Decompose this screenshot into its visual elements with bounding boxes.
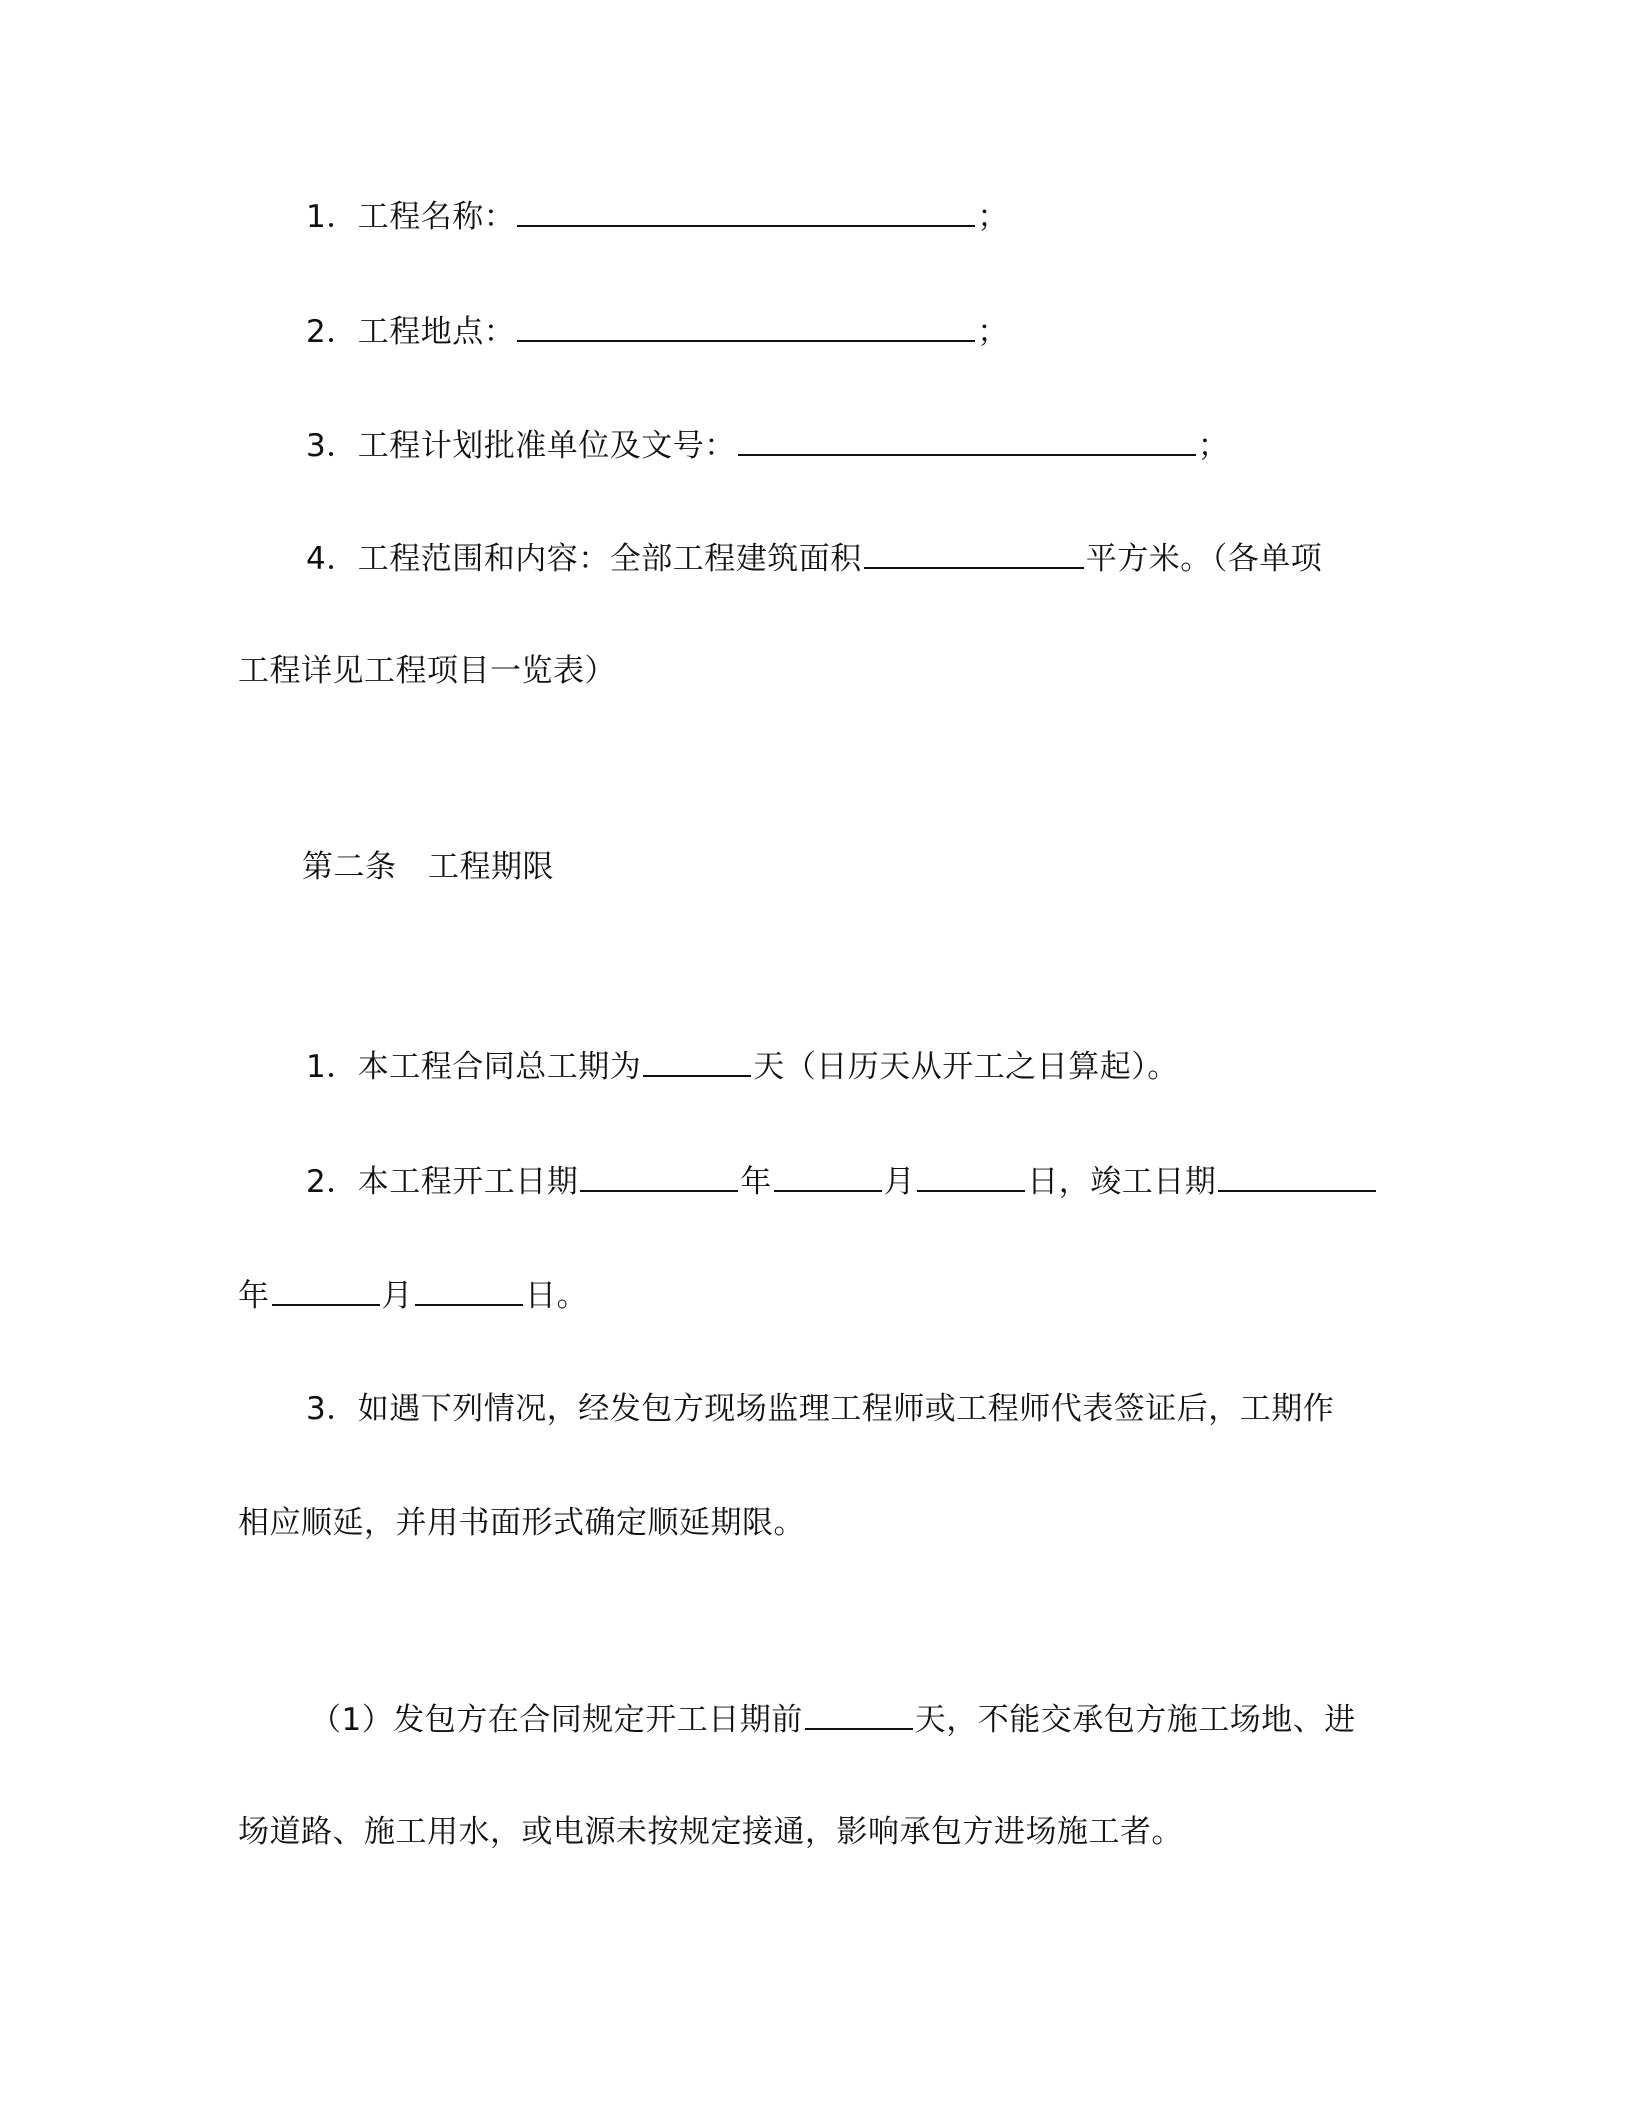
completion-date-continuation <box>238 1274 588 1316</box>
start-year-blank <box>580 1160 738 1192</box>
item-project-scope <box>306 537 1322 579</box>
total-duration-label: 1．本工程合同总工期为 <box>306 1049 642 1085</box>
project-location-label: 2．工程地点： <box>306 314 516 350</box>
building-area-blank <box>864 537 1084 569</box>
approval-unit-suffix: ； <box>1197 428 1230 464</box>
item-project-name <box>306 195 1009 237</box>
project-name-suffix: ； <box>977 199 1009 235</box>
item-start-date <box>306 1160 1378 1202</box>
total-duration-suffix: 天（日历天从开工之日算起）。 <box>753 1049 1179 1085</box>
total-days-blank <box>643 1045 751 1077</box>
project-name-blank <box>517 195 975 227</box>
completion-year-unit: 年 <box>238 1278 270 1314</box>
item-total-duration <box>306 1045 1179 1087</box>
approval-unit-label: 3．工程计划批准单位及文号： <box>306 428 736 464</box>
start-day-blank <box>917 1160 1025 1192</box>
sub-item-site-handover <box>310 1698 1356 1740</box>
section-heading-duration: 第二条 工程期限 <box>302 849 554 885</box>
project-location-blank <box>517 310 975 342</box>
project-scope-continuation: 工程详见工程项目一览表） <box>238 653 616 689</box>
item-approval-unit <box>306 424 1229 466</box>
item-project-location <box>306 310 1009 352</box>
site-handover-continuation: 场道路、施工用水，或电源未按规定接通，影响承包方进场施工者。 <box>238 1814 1183 1850</box>
project-name-label: 1．工程名称： <box>306 199 516 235</box>
project-location-suffix: ； <box>977 314 1009 350</box>
completion-year-blank <box>1218 1160 1376 1192</box>
completion-month-blank <box>272 1274 380 1306</box>
start-year-unit: 年 <box>740 1164 772 1200</box>
completion-day-unit: 日。 <box>525 1278 588 1314</box>
site-handover-label: （1）发包方在合同规定开工日期前 <box>310 1702 803 1738</box>
start-month-unit: 月 <box>883 1164 916 1200</box>
completion-day-blank <box>415 1274 523 1306</box>
start-month-blank <box>774 1160 882 1192</box>
handover-days-blank <box>805 1698 913 1730</box>
completion-date-label: 日，竣工日期 <box>1027 1164 1217 1200</box>
item-extension-conditions: 3．如遇下列情况，经发包方现场监理工程师或工程师代表签证后，工期作 <box>306 1391 1335 1427</box>
site-handover-suffix: 天，不能交承包方施工场地、进 <box>914 1702 1356 1738</box>
completion-month-unit: 月 <box>381 1278 413 1314</box>
extension-conditions-continuation: 相应顺延，并用书面形式确定顺延期限。 <box>238 1505 805 1541</box>
project-scope-suffix: 平方米。（各单项 <box>1085 541 1323 577</box>
approval-unit-blank <box>738 424 1196 456</box>
project-scope-label: 4．工程范围和内容：全部工程建筑面积 <box>306 541 862 577</box>
start-date-label: 2．本工程开工日期 <box>306 1164 579 1200</box>
